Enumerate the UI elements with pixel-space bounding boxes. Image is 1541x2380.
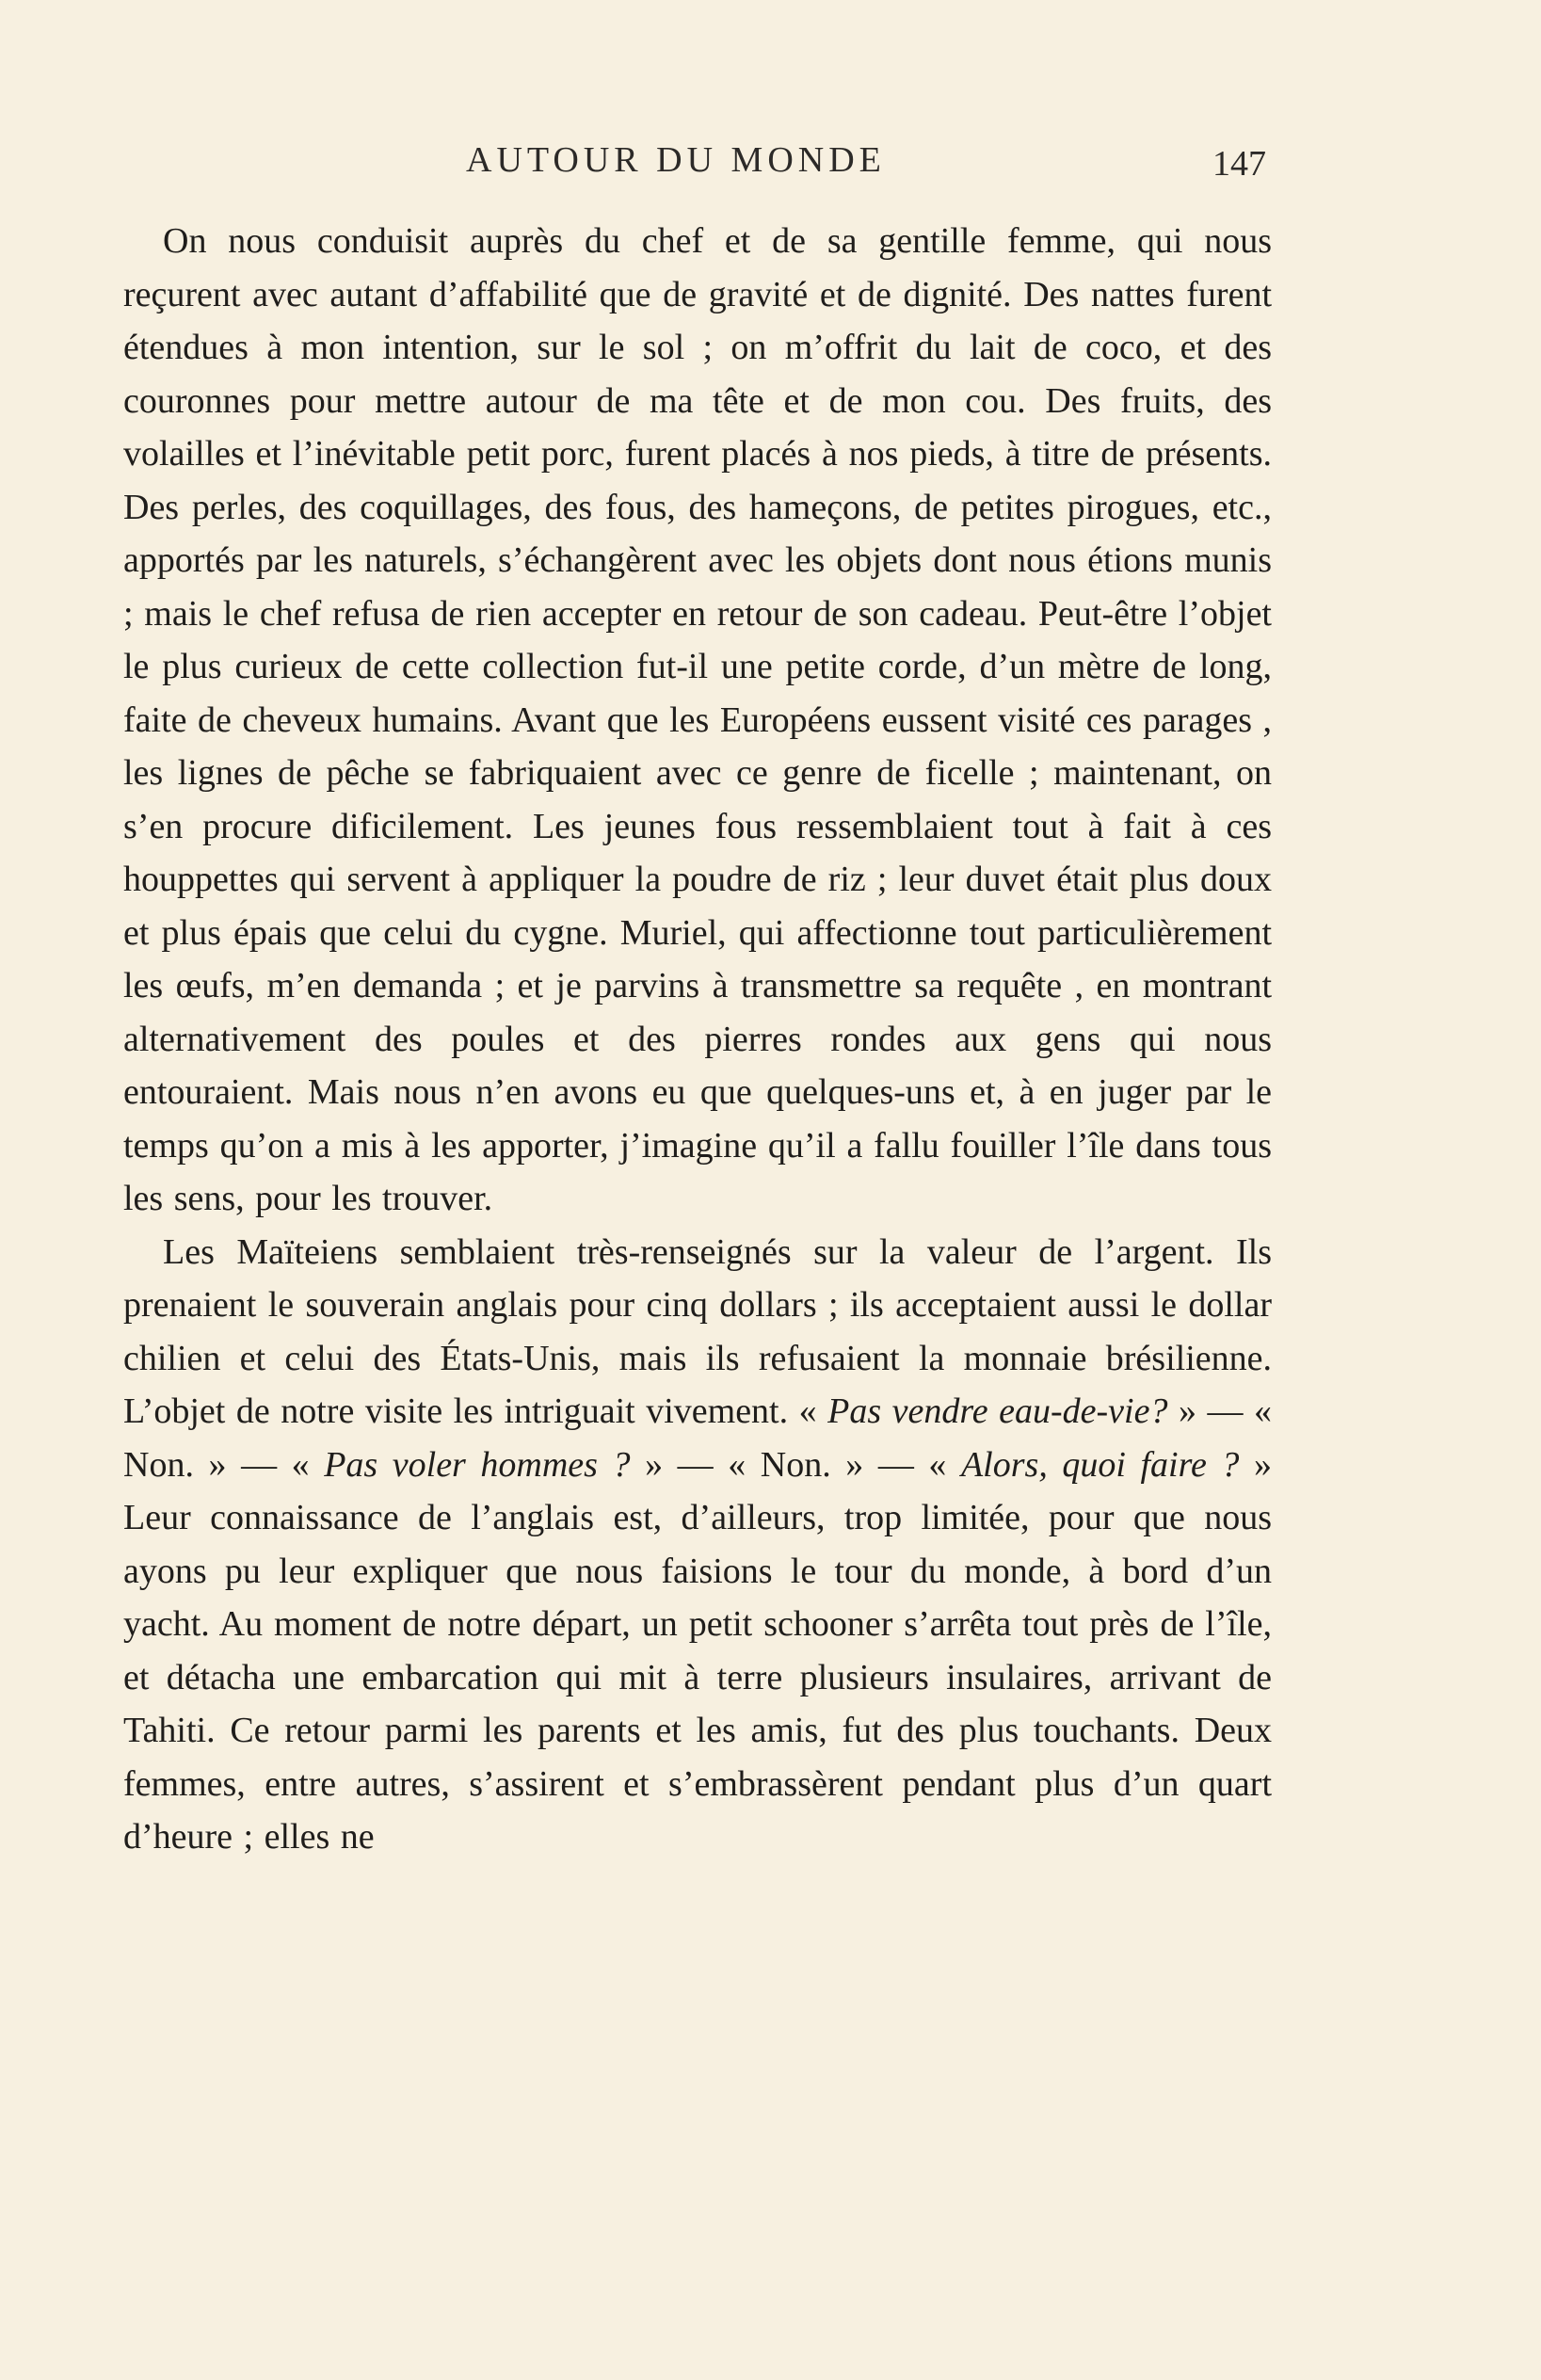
quote-2: Pas voler hommes ? (324, 1444, 631, 1485)
paragraph-1: On nous conduisit auprès du chef et de sa gentille femme, qui nous reçurent avec autant d’affabilité que de gravité et de dignité. Des nattes furent étendues à mon intention, sur le sol ; on m’offrit du lait de coco, et des couronnes pour mettre autour de ma tête et de mon cou. Des fruits, des volailles et l’inévitable petit porc, furent placés à nos pieds, à titre de présents. Des perles, des coquillages, des fous, des hameçons, de petites pirogues, etc., apportés par les naturels, s’échangèrent avec les objets dont nous étions munis ; mais le chef refusa de rien accepter en retour de son cadeau. Peut-être l’objet le plus curieux de cette collection fut-il une petite corde, d’un mètre de long, faite de cheveux humains. Avant que les Européens eussent visité ces parages , les lignes de pêche se fabriquaient avec ce genre de ficelle ; maintenant, on s’en procure dificilement. Les jeunes fous ressemblaient tout à fait à ces houppettes qui servent à appliquer la poudre de riz ; leur duvet était plus doux et plus épais que celui du cygne. Muriel, qui affectionne tout particulièrement les œufs, m’en demanda ; et je parvins à transmettre sa requête , en montrant alternativement des poules et des pierres rondes aux gens qui nous entouraient. Mais nous n’en avons eu que quelques-uns et, à en juger par le temps qu’on a mis à les apporter, j’imagine qu’il a fallu fouiller l’île dans tous les sens, pour les trouver. (123, 221, 1272, 1218)
paragraph-2-text-before: Les Maïteiens semblaient très-renseignés sur la valeur de l’argent. Ils prenaient le souverain anglais pour cinq dollars ; ils acceptaient aussi le dollar chilien et celui des États-Unis, mais ils refusaient la monnaie brésilienne. L’objet de notre visite les intriguait vivement. « (123, 1231, 1272, 1431)
page-number: 147 (1212, 144, 1266, 184)
paragraph-2-text-after: » Leur connaissance de l’anglais est, d’ailleurs, trop limitée, pour que nous ayons pu leur expliquer que nous faisions le tour du monde, à bord d’un yacht. Au moment de notre départ, un petit schooner s’arrêta tout près de l’île, et détacha une embarcation qui mit à terre plusieurs insulaires, arrivant de Tahiti. Ce retour parmi les parents et les amis, fut des plus touchants. Deux femmes, entre autres, s’assirent et s’embrassèrent pendant plus d’un quart d’heure ; elles ne (123, 1444, 1272, 1857)
quote-1: Pas vendre eau-de-vie? (827, 1391, 1168, 1431)
running-header (127, 139, 1276, 196)
paragraph-2-mid-2: » — « Non. » — « (630, 1444, 961, 1485)
quote-3: Alors, quoi faire ? (960, 1444, 1240, 1485)
running-title: AUTOUR DU MONDE (466, 140, 886, 180)
body-text (123, 215, 1272, 1864)
paragraph-2-mid-1: » — « Non. » — « (123, 1391, 1272, 1485)
paragraph-2 (123, 1226, 1272, 1864)
